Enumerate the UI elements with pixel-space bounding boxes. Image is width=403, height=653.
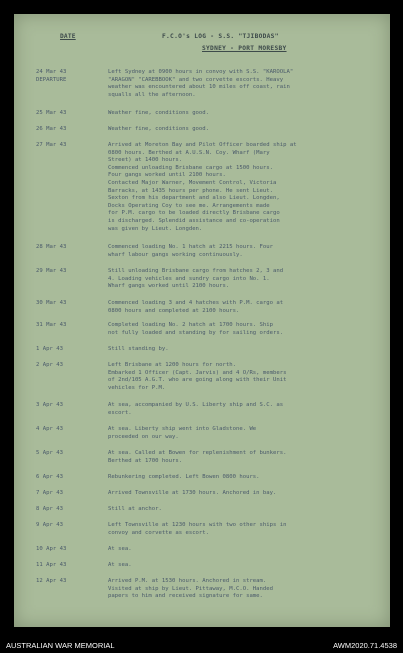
entry-text: Left Brisbane at 1200 hours for north. Embarked 1 Officer (Capt. Jarvis) and 4 O/Rs, members of 2nd/105 A.G.T. who are going along with their Unit vehicles for P.M.: [108, 362, 287, 391]
entry-text: Commenced loading 3 and 4 hatches with P.M. cargo at 0800 hours and completed at 2100 hours.: [108, 300, 284, 314]
entry-text: Commenced loading No. 1 hatch at 2215 hours. Four wharf labour gangs working continuously.: [108, 244, 274, 258]
entry-text: Left Sydney at 0900 hours in convoy with S.S. "KAROOLA" "ARAGON" "CAREBBOOK" and two corvette escorts. Heavy weather was encountered about 10 miles off coast, rain squalls all the afternoon.: [108, 69, 294, 98]
entry-date: 29 Mar 43: [36, 268, 67, 274]
entry-date: 2 Apr 43: [36, 362, 63, 368]
entry-date: 30 Mar 43: [36, 300, 67, 306]
entry-text: Weather fine, conditions good.: [108, 110, 210, 116]
entry-text: Weather fine, conditions good.: [108, 126, 210, 132]
entry-date: 24 Mar 43 DEPARTURE: [36, 69, 67, 83]
accession-number: AWM2020.71.4538: [333, 641, 397, 650]
route-subtitle: SYDNEY - PORT MORESBY: [202, 45, 287, 52]
entry-text: Arrived at Moreton Bay and Pilot Officer boarded ship at 0800 hours. Berthed at A.U.S.N. Coy. Wharf (Mary Street) at 1400 hours. Commenced unloading Brisbane cargo at 1500 hours. Four gangs worked until 2100 hours. Contacted Major Warner, Movement Control, Victoria Barracks, at 1435 hours per phone. He sent Lieut. Sexton from his department and also Lieut. Longden, Docks Operating Coy to see me. Arrangements made for P.M. cargo to be loaded directly Brisbane cargo is discharged. Splendid assistance and co-operation was given by Lieut. Longden.: [108, 142, 297, 232]
log-entries: [14, 14, 390, 627]
entry-date: 7 Apr 43: [36, 490, 63, 496]
entry-text: Arrived Townsville at 1730 hours. Anchored in bay.: [108, 490, 277, 496]
entry-text: Still standing by.: [108, 346, 169, 352]
entry-date: 8 Apr 43: [36, 506, 63, 512]
entry-text: Completed loading No. 2 hatch at 1700 hours. Ship not fully loaded and standing by for sailing orders.: [108, 322, 284, 336]
entry-text: Left Townsville at 1230 hours with two other ships in convoy and corvette as escort.: [108, 522, 287, 536]
entry-date: 31 Mar 43: [36, 322, 67, 328]
entry-date: 5 Apr 43: [36, 450, 63, 456]
entry-text: At sea.: [108, 562, 132, 568]
entry-date: 4 Apr 43: [36, 426, 63, 432]
entry-date: 11 Apr 43: [36, 562, 67, 568]
entry-date: 25 Mar 43: [36, 110, 67, 116]
entry-date: 27 Mar 43: [36, 142, 67, 148]
document-page: [14, 14, 390, 627]
entry-text: Still unloading Brisbane cargo from hatches 2, 3 and 4. Loading vehicles and sundry cargo into No. 1. Wharf gangs worked until 2100 hours.: [108, 268, 284, 290]
archive-name: AUSTRALIAN WAR MEMORIAL: [6, 641, 115, 650]
entry-text: At sea.: [108, 546, 132, 552]
entry-text: Arrived P.M. at 1530 hours. Anchored in stream. Visited at ship by Lieut. Pittaway, M.C.O. Handed papers to him and received signature for same.: [108, 578, 274, 600]
entry-date: 6 Apr 43: [36, 474, 63, 480]
entry-date: 3 Apr 43: [36, 402, 63, 408]
archive-caption-bar: [0, 640, 403, 653]
entry-date: 26 Mar 43: [36, 126, 67, 132]
date-column-header: DATE: [60, 33, 76, 40]
entry-text: Still at anchor.: [108, 506, 162, 512]
entry-date: 10 Apr 43: [36, 546, 67, 552]
entry-text: At sea. Called at Bowen for replenishment of bunkers. Berthed at 1700 hours.: [108, 450, 287, 464]
entry-date: 28 Mar 43: [36, 244, 67, 250]
entry-text: Rebunkering completed. Left Bowen 0800 hours.: [108, 474, 260, 480]
entry-text: At sea. Liberty ship went into Gladstone. We proceeded on our way.: [108, 426, 257, 440]
entry-date: 9 Apr 43: [36, 522, 63, 528]
entry-date: 1 Apr 43: [36, 346, 63, 352]
entry-date: 12 Apr 43: [36, 578, 67, 584]
entry-text: At sea, accompanied by U.S. Liberty ship and S.C. as escort.: [108, 402, 284, 416]
document-title: F.C.O's LOG - S.S. "TJIBODAS": [162, 33, 279, 40]
